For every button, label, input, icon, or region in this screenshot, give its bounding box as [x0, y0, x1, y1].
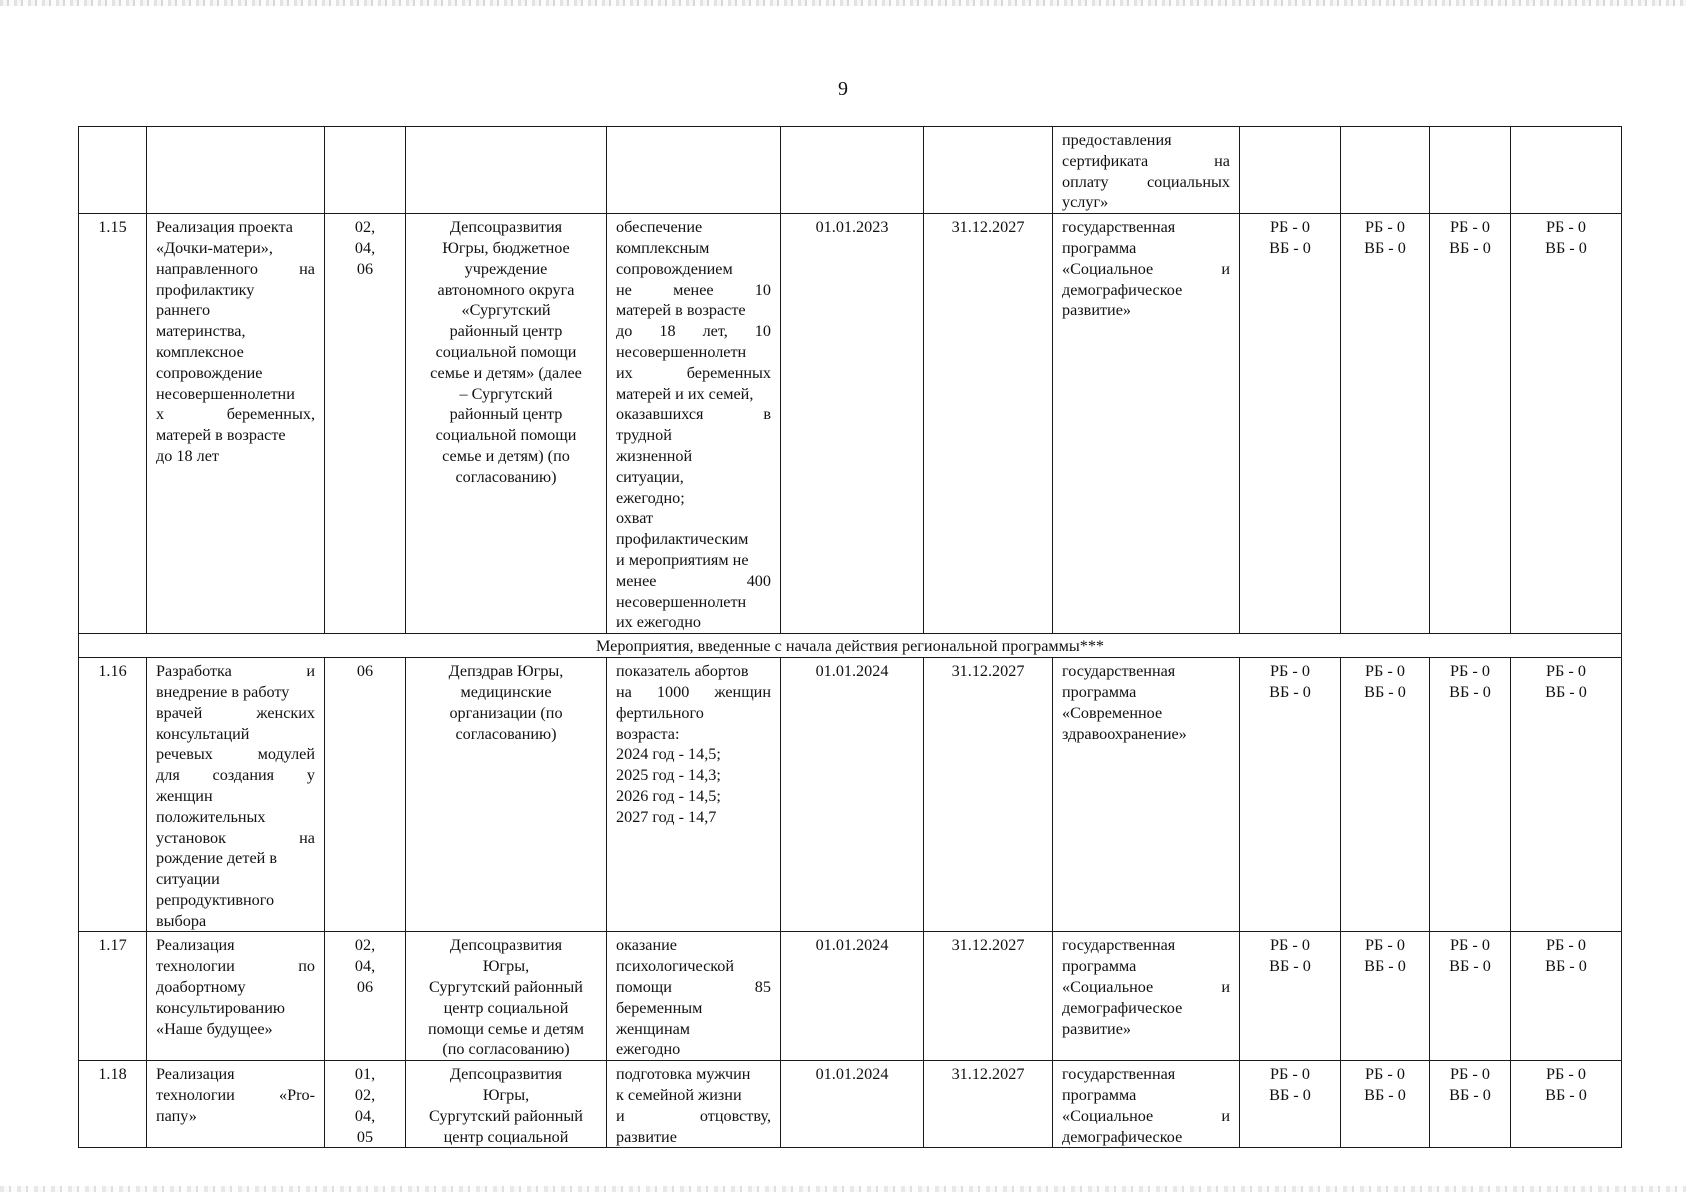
cell-end-date: 31.12.2027: [924, 214, 1053, 634]
cell-executor: Депздрав Югры, медицинские организации (по согласованию): [406, 658, 607, 932]
table-row: [79, 658, 1622, 932]
measures-table: [78, 126, 1622, 1148]
cell-program: государственная программа «Социальное и демографическое: [1053, 1061, 1240, 1148]
cell-codes: [325, 127, 406, 214]
cell-codes: 01, 02, 04, 05: [325, 1061, 406, 1148]
cell-funds-4: РБ - 0 ВБ - 0: [1511, 932, 1622, 1061]
table-row: [79, 1061, 1622, 1148]
table-row: [79, 214, 1622, 634]
cell-name: Реализация технологии «Pro- папу»: [147, 1061, 325, 1148]
cell-funds-2: РБ - 0 ВБ - 0: [1341, 214, 1430, 634]
section-header-row: [79, 634, 1622, 658]
cell-num: [79, 127, 147, 214]
cell-funds-2: РБ - 0 ВБ - 0: [1341, 1061, 1430, 1148]
cell-executor: Депсоцразвития Югры, Сургутский районный центр социальной: [406, 1061, 607, 1148]
cell-funds-4: РБ - 0 ВБ - 0: [1511, 214, 1622, 634]
cell-program: государственная программа «Социальное и демографическое развитие»: [1053, 932, 1240, 1061]
cell-name: [147, 127, 325, 214]
cell-funds-2: РБ - 0 ВБ - 0: [1341, 658, 1430, 932]
table-row-continuation: [79, 127, 1622, 214]
cell-funds-1: [1240, 127, 1341, 214]
cell-funds-2: [1341, 127, 1430, 214]
cell-executor: Депсоцразвития Югры, бюджетное учреждение автономного округа «Сургутский районный центр социальной помощи семье и детям» (далее – Сургутский районный центр социальной помощи семье и детям) (по согласованию): [406, 214, 607, 634]
cell-result: обеспечение комплексным сопровождением не менее 10 матерей в возрасте до 18 лет, 10 несовершеннолетн их беременных матерей и их семей, оказавшихся в трудной жизненной ситуации, ежегодно; охват профилактическим и мероприятиям не менее 400 несовершеннолетн их ежегодно: [607, 214, 781, 634]
cell-program: государственная программа «Современное здравоохранение»: [1053, 658, 1240, 932]
cell-end-date: [924, 127, 1053, 214]
cell-num: 1.18: [79, 1061, 147, 1148]
cell-result: оказание психологической помощи 85 беременным женщинам ежегодно: [607, 932, 781, 1061]
table-row: [79, 932, 1622, 1061]
cell-name: Реализация технологии по доабортному консультированию «Наше будущее»: [147, 932, 325, 1061]
cell-start-date: 01.01.2024: [781, 1061, 924, 1148]
cell-start-date: [781, 127, 924, 214]
cell-funds-2: РБ - 0 ВБ - 0: [1341, 932, 1430, 1061]
cell-codes: 02, 04, 06: [325, 932, 406, 1061]
cell-start-date: 01.01.2023: [781, 214, 924, 634]
cell-program: предоставления сертификата на оплату социальных услуг»: [1053, 127, 1240, 214]
cell-funds-1: РБ - 0 ВБ - 0: [1240, 932, 1341, 1061]
cell-end-date: 31.12.2027: [924, 1061, 1053, 1148]
cell-funds-3: РБ - 0 ВБ - 0: [1430, 1061, 1511, 1148]
cell-executor: Депсоцразвития Югры, Сургутский районный центр социальной помощи семье и детям (по согласованию): [406, 932, 607, 1061]
cell-end-date: 31.12.2027: [924, 932, 1053, 1061]
cell-funds-3: РБ - 0 ВБ - 0: [1430, 932, 1511, 1061]
cell-codes: 02, 04, 06: [325, 214, 406, 634]
cell-result: показатель абортов на 1000 женщин фертильного возраста: 2024 год - 14,5; 2025 год - 14,3; 2026 год - 14,5; 2027 год - 14,7: [607, 658, 781, 932]
cell-funds-1: РБ - 0 ВБ - 0: [1240, 214, 1341, 634]
cell-program: государственная программа «Социальное и демографическое развитие»: [1053, 214, 1240, 634]
cell-funds-4: РБ - 0 ВБ - 0: [1511, 658, 1622, 932]
cell-num: 1.16: [79, 658, 147, 932]
cell-funds-3: РБ - 0 ВБ - 0: [1430, 658, 1511, 932]
cell-funds-1: РБ - 0 ВБ - 0: [1240, 658, 1341, 932]
cell-num: 1.15: [79, 214, 147, 634]
cell-funds-4: РБ - 0 ВБ - 0: [1511, 1061, 1622, 1148]
cell-funds-4: [1511, 127, 1622, 214]
cell-name: Реализация проекта «Дочки-матери», направленного на профилактику раннего материнства, комплексное сопровождение несовершеннолетни х беременных, матерей в возрасте до 18 лет: [147, 214, 325, 634]
cell-result: подготовка мужчин к семейной жизни и отцовству, развитие: [607, 1061, 781, 1148]
scan-edge-bottom: [0, 1186, 1686, 1192]
cell-num: 1.17: [79, 932, 147, 1061]
page-number: 9: [838, 78, 848, 100]
cell-result: [607, 127, 781, 214]
cell-start-date: 01.01.2024: [781, 658, 924, 932]
cell-funds-3: РБ - 0 ВБ - 0: [1430, 214, 1511, 634]
cell-funds-3: [1430, 127, 1511, 214]
cell-end-date: 31.12.2027: [924, 658, 1053, 932]
cell-codes: 06: [325, 658, 406, 932]
cell-name: Разработка и внедрение в работу врачей женских консультаций речевых модулей для создания у женщин положительных установок на рождение детей в ситуации репродуктивного выбора: [147, 658, 325, 932]
scan-edge-top: [0, 0, 1686, 6]
section-header: Мероприятия, введенные с начала действия региональной программы***: [79, 634, 1622, 658]
cell-executor: [406, 127, 607, 214]
cell-start-date: 01.01.2024: [781, 932, 924, 1061]
cell-funds-1: РБ - 0 ВБ - 0: [1240, 1061, 1341, 1148]
